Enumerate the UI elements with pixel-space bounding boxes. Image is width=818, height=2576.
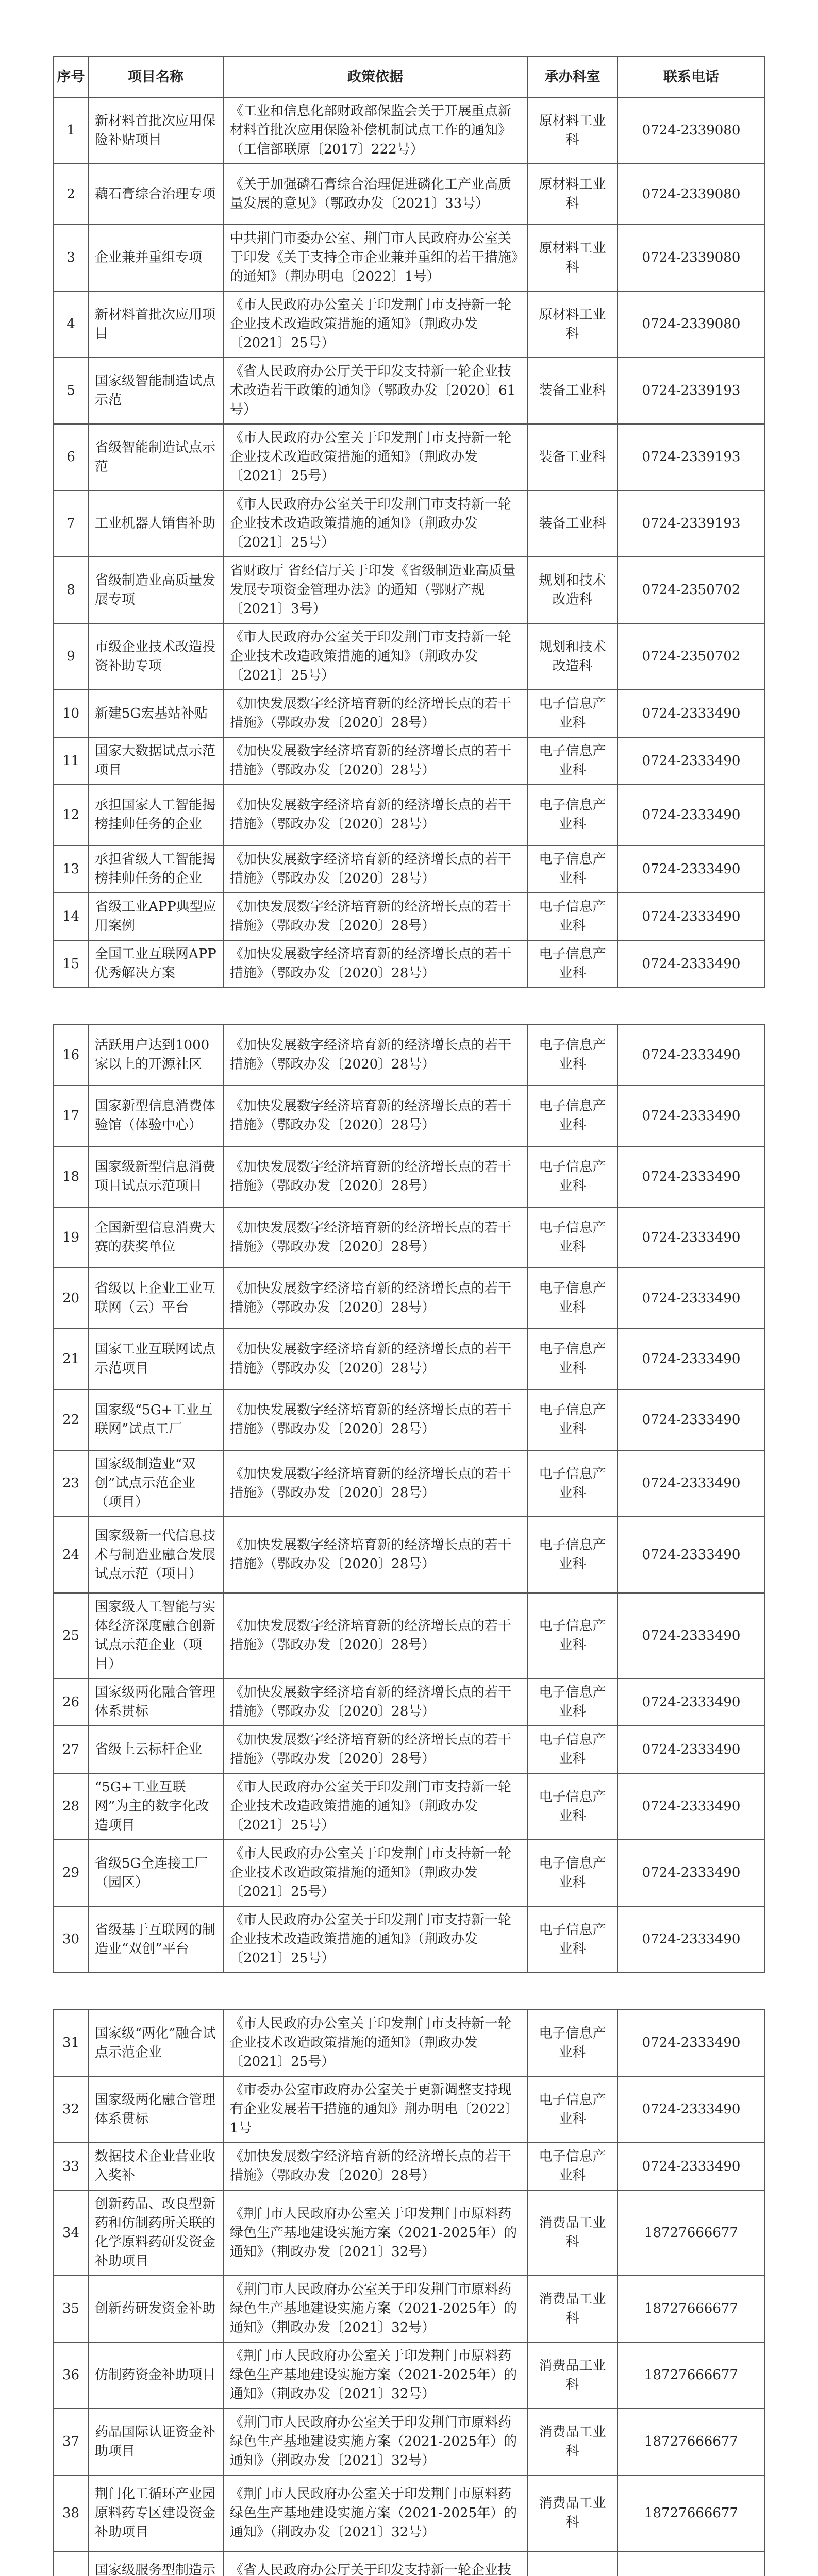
cell-no: 14 bbox=[54, 893, 88, 940]
cell-name: 全国新型信息消费大赛的获奖单位 bbox=[88, 1207, 223, 1268]
cell-name: 国家工业互联网试点示范项目 bbox=[88, 1329, 223, 1389]
cell-name: 承担国家人工智能揭榜挂帅任务的企业 bbox=[88, 785, 223, 845]
cell-dept: 电子信息产业科 bbox=[527, 2143, 617, 2190]
cell-dept: 电子信息产业科 bbox=[527, 1268, 617, 1329]
cell-name: 市级企业技术改造投资补助专项 bbox=[88, 623, 223, 690]
cell-name: 国家级智能制造试点示范 bbox=[88, 358, 223, 424]
cell-name: 国家新型信息消费体验馆（体验中心） bbox=[88, 1086, 223, 1146]
table-row bbox=[54, 358, 765, 424]
cell-dept: 电子信息产业科 bbox=[527, 2010, 617, 2076]
cell-basis: 《加快发展数字经济培育新的经济增长点的若干措施》（鄂政办发〔2020〕28号） bbox=[223, 1146, 527, 1207]
cell-phone: 0724-2333490 bbox=[617, 785, 765, 845]
cell-no: 12 bbox=[54, 785, 88, 845]
cell-no: 30 bbox=[54, 1906, 88, 1973]
table-row bbox=[54, 845, 765, 893]
cell-phone: 18727666677 bbox=[617, 2475, 765, 2551]
cell-basis: 《加快发展数字经济培育新的经济增长点的若干措施》（鄂政办发〔2020〕28号） bbox=[223, 737, 527, 785]
cell-dept: 装备工业科 bbox=[527, 358, 617, 424]
cell-name: 国家级“5G+工业互联网”试点工厂 bbox=[88, 1389, 223, 1450]
cell-phone bbox=[617, 2551, 765, 2576]
cell-name: 创新药品、改良型新药和仿制药所关联的化学原料药研发资金补助项目 bbox=[88, 2190, 223, 2276]
table-row bbox=[54, 2342, 765, 2409]
table-row bbox=[54, 490, 765, 557]
cell-basis: 《加快发展数字经济培育新的经济增长点的若干措施》（鄂政办发〔2020〕28号） bbox=[223, 1726, 527, 1773]
cell-dept: 电子信息产业科 bbox=[527, 940, 617, 988]
table-row bbox=[54, 1086, 765, 1146]
cell-name: “5G+工业互联网”为主的数字化改造项目 bbox=[88, 1773, 223, 1840]
table-row bbox=[54, 1146, 765, 1207]
table-row bbox=[54, 737, 765, 785]
table-row bbox=[54, 1450, 765, 1517]
cell-phone: 0724-2333490 bbox=[617, 1025, 765, 1086]
cell-phone: 0724-2333490 bbox=[617, 1268, 765, 1329]
cell-name: 国家级人工智能与实体经济深度融合创新试点示范企业（项目） bbox=[88, 1593, 223, 1679]
cell-dept: 电子信息产业科 bbox=[527, 2076, 617, 2143]
cell-basis: 《市人民政府办公室关于印发荆门市支持新一轮企业技术改造政策措施的通知》（荆政办发〔2021〕25号） bbox=[223, 424, 527, 490]
cell-dept: 消费品工业科 bbox=[527, 2342, 617, 2409]
cell-dept: 电子信息产业科 bbox=[527, 1726, 617, 1773]
table-row bbox=[54, 225, 765, 291]
cell-basis: 《荆门市人民政府办公室关于印发荆门市原料药绿色生产基地建设实施方案（2021-2025年）的通知》（荆政办发〔2021〕32号） bbox=[223, 2190, 527, 2276]
cell-name: 国家级制造业“双创”试点示范企业（项目） bbox=[88, 1450, 223, 1517]
cell-name: 工业机器人销售补助 bbox=[88, 490, 223, 557]
cell-phone: 0724-2350702 bbox=[617, 623, 765, 690]
table-row bbox=[54, 97, 765, 164]
cell-phone: 0724-2333490 bbox=[617, 940, 765, 988]
cell-basis: 《加快发展数字经济培育新的经济增长点的若干措施》（鄂政办发〔2020〕28号） bbox=[223, 1025, 527, 1086]
cell-basis: 《加快发展数字经济培育新的经济增长点的若干措施》（鄂政办发〔2020〕28号） bbox=[223, 1329, 527, 1389]
table-row bbox=[54, 2475, 765, 2551]
cell-name: 仿制药资金补助项目 bbox=[88, 2342, 223, 2409]
policy-table-page bbox=[53, 56, 764, 2576]
cell-basis: 《加快发展数字经济培育新的经济增长点的若干措施》（鄂政办发〔2020〕28号） bbox=[223, 1268, 527, 1329]
table-row bbox=[54, 1906, 765, 1973]
cell-dept: 原材料工业科 bbox=[527, 225, 617, 291]
cell-no: 3 bbox=[54, 225, 88, 291]
cell-basis: 《加快发展数字经济培育新的经济增长点的若干措施》（鄂政办发〔2020〕28号） bbox=[223, 940, 527, 988]
table-row bbox=[54, 1840, 765, 1906]
cell-phone: 0724-2333490 bbox=[617, 845, 765, 893]
cell-name: 国家级新型信息消费项目试点示范项目 bbox=[88, 1146, 223, 1207]
cell-phone: 0724-2333490 bbox=[617, 2076, 765, 2143]
cell-phone: 0724-2333490 bbox=[617, 737, 765, 785]
cell-no: 23 bbox=[54, 1450, 88, 1517]
cell-basis: 《加快发展数字经济培育新的经济增长点的若干措施》（鄂政办发〔2020〕28号） bbox=[223, 1389, 527, 1450]
cell-dept: 消费品工业科 bbox=[527, 2276, 617, 2342]
cell-no: 18 bbox=[54, 1146, 88, 1207]
cell-no: 16 bbox=[54, 1025, 88, 1086]
policy-table bbox=[53, 56, 765, 2576]
cell-basis: 《市委办公室市政府办公室关于更新调整支持现有企业发展若干措施的通知》荆办明电〔2022〕1号 bbox=[223, 2076, 527, 2143]
cell-dept: 电子信息产业科 bbox=[527, 785, 617, 845]
header-name: 项目名称 bbox=[88, 56, 223, 97]
cell-dept: 原材料工业科 bbox=[527, 97, 617, 164]
cell-basis: 《关于加强磷石膏综合治理促进磷化工产业高质量发展的意见》（鄂政办发〔2021〕33号） bbox=[223, 164, 527, 225]
cell-name: 国家级两化融合管理体系贯标 bbox=[88, 2076, 223, 2143]
cell-basis: 《市人民政府办公室关于印发荆门市支持新一轮企业技术改造政策措施的通知》（荆政办发〔2021〕25号） bbox=[223, 2010, 527, 2076]
cell-basis: 《市人民政府办公室关于印发荆门市支持新一轮企业技术改造政策措施的通知》（荆政办发〔2021〕25号） bbox=[223, 1840, 527, 1906]
spacer-cell bbox=[54, 988, 765, 1025]
table-row bbox=[54, 2190, 765, 2276]
cell-dept: 电子信息产业科 bbox=[527, 690, 617, 737]
cell-name: 承担省级人工智能揭榜挂帅任务的企业 bbox=[88, 845, 223, 893]
table-header-row bbox=[54, 56, 765, 97]
cell-name: 新建5G宏基站补贴 bbox=[88, 690, 223, 737]
cell-dept: 电子信息产业科 bbox=[527, 1207, 617, 1268]
table-row bbox=[54, 623, 765, 690]
table-row bbox=[54, 2276, 765, 2342]
cell-basis: 《荆门市人民政府办公室关于印发荆门市原料药绿色生产基地建设实施方案（2021-2025年）的通知》（荆政办发〔2021〕32号） bbox=[223, 2342, 527, 2409]
cell-name: 企业兼并重组专项 bbox=[88, 225, 223, 291]
cell-phone: 0724-2333490 bbox=[617, 1906, 765, 1973]
cell-phone: 0724-2339080 bbox=[617, 164, 765, 225]
cell-dept: 电子信息产业科 bbox=[527, 1773, 617, 1840]
cell-no: 1 bbox=[54, 97, 88, 164]
table-row bbox=[54, 2076, 765, 2143]
cell-basis: 《市人民政府办公室关于印发荆门市支持新一轮企业技术改造政策措施的通知》（荆政办发〔2021〕25号） bbox=[223, 623, 527, 690]
page-break-spacer bbox=[54, 1973, 765, 2010]
table-row bbox=[54, 1025, 765, 1086]
cell-name: 活跃用户达到1000家以上的开源社区 bbox=[88, 1025, 223, 1086]
cell-phone: 0724-2333490 bbox=[617, 1450, 765, 1517]
cell-name: 新材料首批次应用保险补贴项目 bbox=[88, 97, 223, 164]
header-basis: 政策依据 bbox=[223, 56, 527, 97]
cell-phone: 0724-2333490 bbox=[617, 1840, 765, 1906]
cell-dept: 装备工业科 bbox=[527, 490, 617, 557]
cell-phone: 0724-2333490 bbox=[617, 893, 765, 940]
table-row bbox=[54, 291, 765, 358]
cell-no: 19 bbox=[54, 1207, 88, 1268]
cell-name: 藕石膏综合治理专项 bbox=[88, 164, 223, 225]
cell-dept: 规划和技术改造科 bbox=[527, 557, 617, 623]
cell-name: 药品国际认证资金补助项目 bbox=[88, 2409, 223, 2475]
page-break-spacer bbox=[54, 988, 765, 1025]
cell-no: 9 bbox=[54, 623, 88, 690]
table-row bbox=[54, 424, 765, 490]
cell-dept: 原材料工业科 bbox=[527, 164, 617, 225]
table-row bbox=[54, 1593, 765, 1679]
cell-phone: 0724-2333490 bbox=[617, 1086, 765, 1146]
cell-no: 24 bbox=[54, 1517, 88, 1593]
cell-name: 省级制造业高质量发展专项 bbox=[88, 557, 223, 623]
cell-phone: 0724-2333490 bbox=[617, 1726, 765, 1773]
cell-no: 28 bbox=[54, 1773, 88, 1840]
cell-basis: 《省人民政府办公厅关于印发支持新一轮企业技术改造若干政策的通知》（鄂政办发〔2020〕61号） bbox=[223, 358, 527, 424]
cell-basis: 《加快发展数字经济培育新的经济增长点的若干措施》（鄂政办发〔2020〕28号） bbox=[223, 1517, 527, 1593]
cell-phone: 0724-2333490 bbox=[617, 2010, 765, 2076]
table-row bbox=[54, 1773, 765, 1840]
cell-basis: 《省人民政府办公厅关于印发支持新一轮企业技 bbox=[223, 2551, 527, 2576]
cell-basis: 《加快发展数字经济培育新的经济增长点的若干措施》（鄂政办发〔2020〕28号） bbox=[223, 2143, 527, 2190]
cell-basis: 《加快发展数字经济培育新的经济增长点的若干措施》（鄂政办发〔2020〕28号） bbox=[223, 1593, 527, 1679]
cell-dept: 电子信息产业科 bbox=[527, 1450, 617, 1517]
cell-dept: 电子信息产业科 bbox=[527, 1593, 617, 1679]
cell-no: 5 bbox=[54, 358, 88, 424]
cell-no: 4 bbox=[54, 291, 88, 358]
cell-name: 创新药研发资金补助 bbox=[88, 2276, 223, 2342]
cell-name: 全国工业互联网APP优秀解决方案 bbox=[88, 940, 223, 988]
cell-dept: 电子信息产业科 bbox=[527, 1329, 617, 1389]
cell-name: 国家级服务型制造示 bbox=[88, 2551, 223, 2576]
cell-dept: 消费品工业科 bbox=[527, 2190, 617, 2276]
cell-basis: 《市人民政府办公室关于印发荆门市支持新一轮企业技术改造政策措施的通知》（荆政办发〔2021〕25号） bbox=[223, 1773, 527, 1840]
cell-no: 35 bbox=[54, 2276, 88, 2342]
cell-no: 33 bbox=[54, 2143, 88, 2190]
cell-no: 6 bbox=[54, 424, 88, 490]
table-row bbox=[54, 2409, 765, 2475]
cell-phone: 0724-2333490 bbox=[617, 1773, 765, 1840]
table-row bbox=[54, 940, 765, 988]
table-body bbox=[54, 97, 765, 2576]
cell-basis: 《荆门市人民政府办公室关于印发荆门市原料药绿色生产基地建设实施方案（2021-2025年）的通知》（荆政办发〔2021〕32号） bbox=[223, 2276, 527, 2342]
cell-no bbox=[54, 2551, 88, 2576]
table-row bbox=[54, 893, 765, 940]
table-row bbox=[54, 557, 765, 623]
table-row bbox=[54, 2551, 765, 2576]
cell-dept: 电子信息产业科 bbox=[527, 1389, 617, 1450]
cell-no: 25 bbox=[54, 1593, 88, 1679]
cell-name: 数据技术企业营业收入奖补 bbox=[88, 2143, 223, 2190]
cell-basis: 《加快发展数字经济培育新的经济增长点的若干措施》（鄂政办发〔2020〕28号） bbox=[223, 1086, 527, 1146]
cell-dept: 规划和技术改造科 bbox=[527, 623, 617, 690]
cell-dept: 电子信息产业科 bbox=[527, 1906, 617, 1973]
cell-no: 32 bbox=[54, 2076, 88, 2143]
cell-basis: 《加快发展数字经济培育新的经济增长点的若干措施》（鄂政办发〔2020〕28号） bbox=[223, 1679, 527, 1726]
cell-basis: 《加快发展数字经济培育新的经济增长点的若干措施》（鄂政办发〔2020〕28号） bbox=[223, 893, 527, 940]
cell-no: 17 bbox=[54, 1086, 88, 1146]
table-row bbox=[54, 164, 765, 225]
cell-no: 38 bbox=[54, 2475, 88, 2551]
cell-basis: 中共荆门市委办公室、荆门市人民政府办公室关于印发《关于支持全市企业兼并重组的若干措施》的通知》（荆办明电〔2022〕1号） bbox=[223, 225, 527, 291]
cell-phone: 0724-2339193 bbox=[617, 424, 765, 490]
cell-phone: 0724-2339193 bbox=[617, 358, 765, 424]
cell-no: 13 bbox=[54, 845, 88, 893]
cell-basis: 《加快发展数字经济培育新的经济增长点的若干措施》（鄂政办发〔2020〕28号） bbox=[223, 785, 527, 845]
spacer-cell bbox=[54, 1973, 765, 2010]
cell-no: 37 bbox=[54, 2409, 88, 2475]
cell-name: 省级基于互联网的制造业“双创”平台 bbox=[88, 1906, 223, 1973]
cell-phone: 18727666677 bbox=[617, 2276, 765, 2342]
cell-dept: 电子信息产业科 bbox=[527, 1517, 617, 1593]
cell-dept: 电子信息产业科 bbox=[527, 1840, 617, 1906]
cell-name: 新材料首批次应用项目 bbox=[88, 291, 223, 358]
cell-name: 省级5G全连接工厂（园区） bbox=[88, 1840, 223, 1906]
cell-phone: 0724-2333490 bbox=[617, 1389, 765, 1450]
cell-phone: 18727666677 bbox=[617, 2342, 765, 2409]
table-row bbox=[54, 1517, 765, 1593]
table-row bbox=[54, 785, 765, 845]
cell-phone: 0724-2333490 bbox=[617, 2143, 765, 2190]
cell-dept: 装备工业科 bbox=[527, 424, 617, 490]
cell-no: 2 bbox=[54, 164, 88, 225]
cell-basis: 《市人民政府办公室关于印发荆门市支持新一轮企业技术改造政策措施的通知》（荆政办发〔2021〕25号） bbox=[223, 1906, 527, 1973]
table-row bbox=[54, 1389, 765, 1450]
cell-name: 省级工业APP典型应用案例 bbox=[88, 893, 223, 940]
cell-name: 荆门化工循环产业园原料药专区建设资金补助项目 bbox=[88, 2475, 223, 2551]
cell-basis: 《荆门市人民政府办公室关于印发荆门市原料药绿色生产基地建设实施方案（2021-2025年）的通知》（荆政办发〔2021〕32号） bbox=[223, 2409, 527, 2475]
header-phone: 联系电话 bbox=[617, 56, 765, 97]
cell-phone: 0724-2350702 bbox=[617, 557, 765, 623]
cell-no: 20 bbox=[54, 1268, 88, 1329]
cell-name: 省级智能制造试点示范 bbox=[88, 424, 223, 490]
cell-dept: 电子信息产业科 bbox=[527, 1679, 617, 1726]
cell-no: 8 bbox=[54, 557, 88, 623]
cell-phone: 0724-2333490 bbox=[617, 1517, 765, 1593]
cell-phone: 0724-2333490 bbox=[617, 1329, 765, 1389]
cell-no: 10 bbox=[54, 690, 88, 737]
cell-dept: 电子信息产业科 bbox=[527, 737, 617, 785]
cell-no: 29 bbox=[54, 1840, 88, 1906]
cell-basis: 《加快发展数字经济培育新的经济增长点的若干措施》（鄂政办发〔2020〕28号） bbox=[223, 1450, 527, 1517]
cell-phone: 18727666677 bbox=[617, 2190, 765, 2276]
cell-dept: 电子信息产业科 bbox=[527, 1146, 617, 1207]
table-row bbox=[54, 1679, 765, 1726]
cell-dept: 消费品工业科 bbox=[527, 2475, 617, 2551]
cell-no: 21 bbox=[54, 1329, 88, 1389]
cell-no: 26 bbox=[54, 1679, 88, 1726]
table-row bbox=[54, 2010, 765, 2076]
cell-no: 7 bbox=[54, 490, 88, 557]
cell-phone: 0724-2339080 bbox=[617, 97, 765, 164]
cell-phone: 0724-2333490 bbox=[617, 1146, 765, 1207]
cell-no: 27 bbox=[54, 1726, 88, 1773]
cell-basis: 《加快发展数字经济培育新的经济增长点的若干措施》（鄂政办发〔2020〕28号） bbox=[223, 1207, 527, 1268]
cell-name: 国家大数据试点示范项目 bbox=[88, 737, 223, 785]
header-dept: 承办科室 bbox=[527, 56, 617, 97]
cell-basis: 省财政厅 省经信厅关于印发《省级制造业高质量发展专项资金管理办法》的通知（鄂财产规〔2021〕3号） bbox=[223, 557, 527, 623]
cell-dept: 电子信息产业科 bbox=[527, 1025, 617, 1086]
cell-phone: 0724-2333490 bbox=[617, 1593, 765, 1679]
cell-name: 国家级“两化”融合试点示范企业 bbox=[88, 2010, 223, 2076]
table-row bbox=[54, 690, 765, 737]
table-row bbox=[54, 1726, 765, 1773]
cell-phone: 0724-2339193 bbox=[617, 490, 765, 557]
cell-basis: 《工业和信息化部财政部保监会关于开展重点新材料首批次应用保险补偿机制试点工作的通知》（工信部联原〔2017〕222号） bbox=[223, 97, 527, 164]
cell-name: 国家级新一代信息技术与制造业融合发展试点示范（项目） bbox=[88, 1517, 223, 1593]
cell-basis: 《加快发展数字经济培育新的经济增长点的若干措施》（鄂政办发〔2020〕28号） bbox=[223, 690, 527, 737]
cell-basis: 《加快发展数字经济培育新的经济增长点的若干措施》（鄂政办发〔2020〕28号） bbox=[223, 845, 527, 893]
table-row bbox=[54, 1268, 765, 1329]
cell-basis: 《市人民政府办公室关于印发荆门市支持新一轮企业技术改造政策措施的通知》（荆政办发〔2021〕25号） bbox=[223, 490, 527, 557]
cell-no: 11 bbox=[54, 737, 88, 785]
cell-name: 省级以上企业工业互联网（云）平台 bbox=[88, 1268, 223, 1329]
cell-phone: 0724-2333490 bbox=[617, 1679, 765, 1726]
cell-dept: 电子信息产业科 bbox=[527, 893, 617, 940]
cell-no: 34 bbox=[54, 2190, 88, 2276]
cell-phone: 0724-2339080 bbox=[617, 291, 765, 358]
cell-no: 36 bbox=[54, 2342, 88, 2409]
cell-phone: 0724-2333490 bbox=[617, 1207, 765, 1268]
cell-phone: 0724-2333490 bbox=[617, 690, 765, 737]
cell-phone: 18727666677 bbox=[617, 2409, 765, 2475]
cell-basis: 《市人民政府办公室关于印发荆门市支持新一轮企业技术改造政策措施的通知》（荆政办发〔2021〕25号） bbox=[223, 291, 527, 358]
cell-phone: 0724-2339080 bbox=[617, 225, 765, 291]
cell-no: 22 bbox=[54, 1389, 88, 1450]
cell-dept: 电子信息产业科 bbox=[527, 1086, 617, 1146]
cell-dept: 消费品工业科 bbox=[527, 2409, 617, 2475]
cell-name: 省级上云标杆企业 bbox=[88, 1726, 223, 1773]
table-row bbox=[54, 2143, 765, 2190]
cell-name: 国家级两化融合管理体系贯标 bbox=[88, 1679, 223, 1726]
table-row bbox=[54, 1207, 765, 1268]
cell-dept: 电子信息产业科 bbox=[527, 845, 617, 893]
cell-no: 15 bbox=[54, 940, 88, 988]
table-row bbox=[54, 1329, 765, 1389]
header-no: 序号 bbox=[54, 56, 88, 97]
cell-basis: 《荆门市人民政府办公室关于印发荆门市原料药绿色生产基地建设实施方案（2021-2025年）的通知》（荆政办发〔2021〕32号） bbox=[223, 2475, 527, 2551]
cell-dept bbox=[527, 2551, 617, 2576]
cell-no: 31 bbox=[54, 2010, 88, 2076]
cell-dept: 原材料工业科 bbox=[527, 291, 617, 358]
